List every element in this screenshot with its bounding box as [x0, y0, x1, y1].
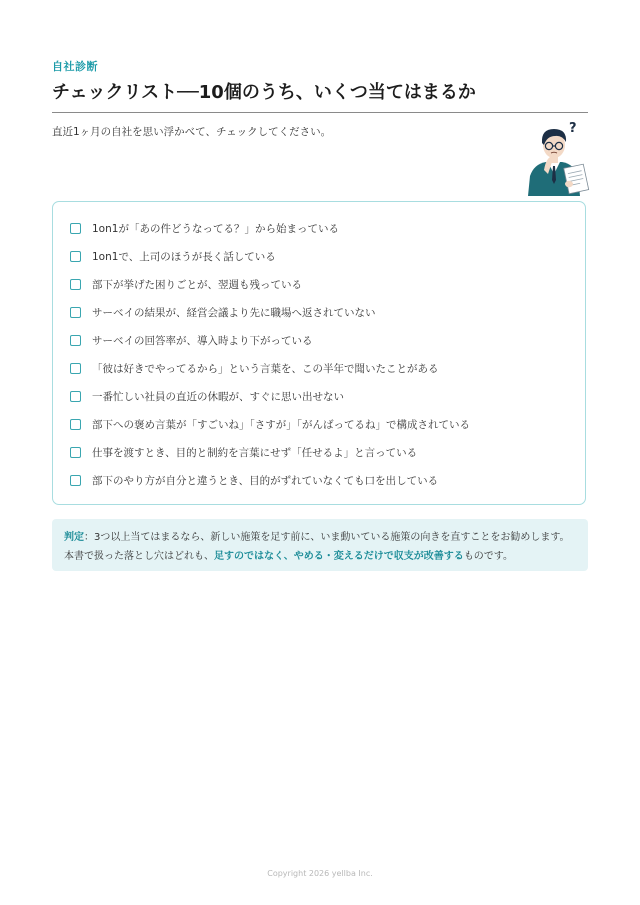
checklist-item	[70, 246, 276, 266]
verdict-text: ：3つ以上当てはまるなら、新しい施策を足す前に、いま動いている施策の向きを直すことをお勧めします。	[84, 532, 570, 543]
section-label: 自社診断	[52, 60, 98, 73]
checklist-item	[70, 442, 417, 462]
checklist-item-label: 部下への褒め言葉が「すごいね」「さすが」「がんばってるね」で構成されている	[92, 418, 470, 431]
thinking-man-illustration	[522, 118, 592, 196]
checkbox[interactable]	[70, 223, 81, 234]
checklist-item	[70, 274, 302, 294]
checklist-item	[70, 414, 470, 434]
checklist-item-label: 一番忙しい社員の直近の休暇が、すぐに思い出せない	[92, 390, 344, 403]
verdict-box	[52, 519, 588, 571]
verdict-line-1	[64, 528, 576, 547]
checkbox[interactable]	[70, 279, 81, 290]
checkbox[interactable]	[70, 335, 81, 346]
checklist-item	[70, 358, 439, 378]
checklist-item-label: サーベイの結果が、経営会議より先に職場へ返されていない	[92, 306, 376, 319]
verdict-line-2	[64, 547, 576, 566]
intro-text: 直近1ヶ月の自社を思い浮かべて、チェックしてください。	[52, 126, 332, 138]
checkbox[interactable]	[70, 447, 81, 458]
checklist-item	[70, 386, 344, 406]
checkbox[interactable]	[70, 391, 81, 402]
checkbox[interactable]	[70, 419, 81, 430]
checklist-item	[70, 470, 438, 490]
verdict-lead: 判定	[64, 532, 84, 543]
checklist-item	[70, 218, 339, 238]
verdict-text-pre: 本書で扱った落とし穴はどれも、	[64, 551, 214, 562]
checkbox[interactable]	[70, 475, 81, 486]
question-mark-icon: ?	[569, 121, 577, 136]
title-divider	[52, 112, 588, 113]
verdict-text-post: ものです。	[463, 551, 514, 562]
checklist-box	[52, 201, 586, 505]
checklist-item-label: サーベイの回答率が、導入時より下がっている	[92, 334, 313, 347]
checklist-item-label: 仕事を渡すとき、目的と制約を言葉にせず「任せるよ」と言っている	[92, 446, 418, 459]
page-title: チェックリスト──10個のうち、いくつ当てはまるか	[52, 82, 476, 103]
checklist-item-label: 「彼は好きでやってるから」という言葉を、この半年で聞いたことがある	[92, 362, 439, 375]
checkbox[interactable]	[70, 363, 81, 374]
checklist-item	[70, 302, 376, 322]
checklist-item-label: 部下が挙げた困りごとが、翌週も残っている	[92, 278, 302, 291]
checkbox[interactable]	[70, 251, 81, 262]
verdict-emphasis: 足すのではなく、やめる・変えるだけで収支が改善する	[214, 551, 464, 562]
checklist-item-label: 1on1で、上司のほうが長く話している	[92, 250, 276, 263]
checklist-item-label: 1on1が「あの件どうなってる？」から始まっている	[92, 222, 339, 235]
checklist-item	[70, 330, 313, 350]
checkbox[interactable]	[70, 307, 81, 318]
copyright-footer: Copyright 2026 yellba Inc.	[267, 869, 373, 878]
checklist-item-label: 部下のやり方が自分と違うとき、目的がずれていなくても口を出している	[92, 474, 439, 487]
